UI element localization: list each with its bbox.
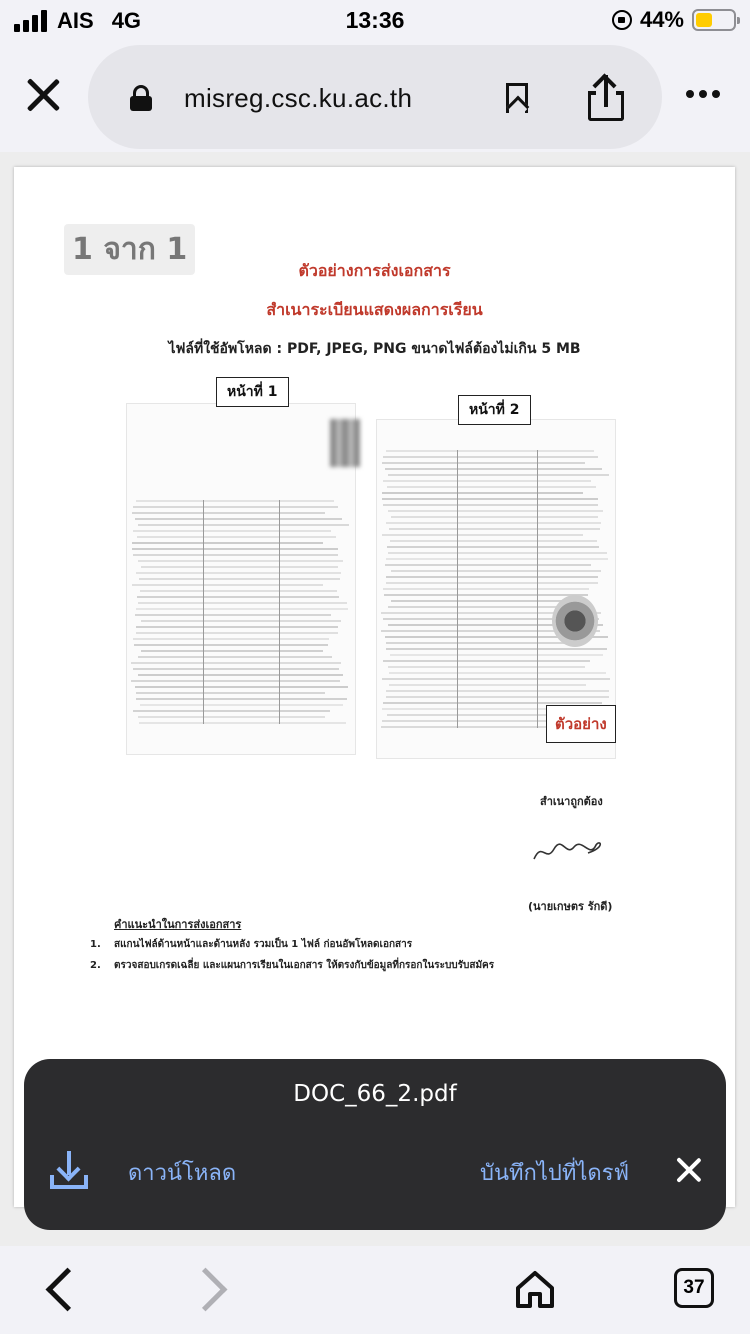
signature [532,835,610,865]
scan-text-line [390,540,597,542]
scan-text-line [136,698,348,700]
scan-text-line [131,680,340,682]
scan-text-line [387,546,599,548]
scan-text-line [138,560,343,562]
scan-text-line [386,576,598,578]
scan-text-line [383,588,588,590]
scan-text-line [141,620,342,622]
scan-text-line [135,686,348,688]
scan-text-line [132,542,323,544]
university-seal [552,595,598,647]
download-sheet [24,1059,726,1230]
tab-switcher-button[interactable]: 37 [674,1268,714,1308]
scan-text-line [141,566,338,568]
scan-text-line [386,522,601,524]
scan-text-line [131,662,341,664]
scan-column-line [203,500,204,724]
scan-text-line [385,468,602,470]
scan-text-line [387,486,597,488]
scan-text-line [133,638,328,640]
scan-text-line [386,582,598,584]
scan-text-line [138,674,343,676]
scan-text-line [383,504,599,506]
scan-text-line [383,456,597,458]
battery-percent: 44% [639,7,684,32]
scan-text-line [141,650,324,652]
status-bar [0,0,750,42]
battery-icon [692,9,736,31]
scan-text-line [386,558,609,560]
page1-label: หน้าที่ 1 [216,377,289,407]
scan-text-line [382,678,611,680]
home-icon[interactable] [514,1268,556,1310]
sample-stamp: ตัวอย่าง [546,705,616,743]
scan-column-line [457,450,458,728]
scan-text-line [138,656,331,658]
scan-text-line [386,450,594,452]
scan-text-line [388,552,607,554]
scan-text-line [388,510,603,512]
forward-icon[interactable] [196,1268,230,1312]
scan-text-line [136,500,334,502]
sample-transcript-page-1 [126,403,356,755]
close-icon[interactable] [24,76,62,114]
download-filename: DOC_66_2.pdf [293,1081,457,1107]
padlock-icon [130,85,152,111]
scan-text-line [140,590,337,592]
scan-text-line [139,578,341,580]
file-requirements: ไฟล์ที่ใช้อัพโหลด : PDF, JPEG, PNG ขนาดไฟล์ต้องไม่เกิน 5 MB [168,341,581,357]
scan-text-line [389,684,585,686]
scan-text-line [133,554,339,556]
pdf-page [14,167,735,1207]
scan-text-line [140,704,343,706]
battery-fill [696,13,712,27]
scan-text-line [135,614,330,616]
blurred-photo [330,419,360,467]
signer-name: (นายเกษตร รักดี) [528,900,613,913]
instruction-item: 1. สแกนไฟล์ด้านหน้าและด้านหลัง รวมเป็น 1 ไฟล์ ก่อนอัพโหลดเอกสาร [90,939,413,950]
scan-text-line [136,626,338,628]
bottom-toolbar [0,1246,750,1334]
scan-text-line [133,710,330,712]
scan-text-line [383,702,602,704]
scan-text-line [386,696,609,698]
scan-text-line [388,474,609,476]
scan-text-line [384,594,588,596]
scan-text-line [385,564,590,566]
scan-text-line [382,498,597,500]
certified-copy-text: สำเนาถูกต้อง [540,795,603,808]
doc-title: ตัวอย่างการส่งเอกสาร [298,261,451,280]
scan-text-line [388,666,585,668]
scan-text-line [139,722,346,724]
scan-text-line [137,596,339,598]
scan-text-line [138,716,325,718]
scan-text-line [383,660,590,662]
network-type: 4G [111,8,142,33]
scan-text-line [386,690,609,692]
scan-text-line [132,512,325,514]
scan-text-line [136,692,325,694]
scan-text-line [389,672,606,674]
scan-text-line [138,524,349,526]
more-icon[interactable] [686,90,720,98]
scan-text-line [134,644,328,646]
close-icon[interactable] [676,1157,702,1183]
scan-text-line [138,602,347,604]
scan-text-line [133,530,330,532]
scan-text-line [382,534,583,536]
download-icon[interactable] [50,1151,88,1189]
scan-text-line [136,608,349,610]
scan-text-line [383,480,590,482]
instructions-title: คำแนะนำในการส่งเอกสาร [114,918,242,931]
carrier-name: AIS [57,8,94,33]
scan-text-line [135,518,342,520]
scan-column-line [279,500,280,724]
orientation-lock-icon [612,10,632,30]
save-to-drive-button[interactable]: บันทึกไปที่ไดรฟ์ [480,1161,630,1186]
doc-subtitle: สำเนาระเบียนแสดงผลการเรียน [266,300,483,319]
scan-text-line [136,572,341,574]
clock: 13:36 [345,7,405,33]
scan-text-line [136,632,338,634]
page-indicator: 1 จาก 1 [64,224,195,275]
url-text[interactable]: misreg.csc.ku.ac.th [184,83,413,113]
download-button[interactable]: ดาวน์โหลด [128,1161,237,1186]
scan-text-line [132,584,323,586]
share-icon[interactable] [586,75,626,123]
status-right [612,7,736,33]
scan-text-line [133,668,339,670]
page2-label: หน้าที่ 2 [458,395,531,425]
scan-text-line [389,528,601,530]
scan-text-line [391,570,602,572]
bookmark-icon[interactable] [506,83,528,113]
address-bar[interactable] [88,45,662,149]
scan-text-line [137,536,337,538]
instruction-item: 2. ตรวจสอบเกรดเฉลี่ย และแผนการเรียนในเอกสาร ให้ตรงกับข้อมูลที่กรอกในระบบรับสมัคร [90,960,495,971]
scan-text-line [382,462,585,464]
browser-toolbar [0,42,750,152]
scan-text-line [382,492,583,494]
scan-text-line [391,600,584,602]
scan-column-line [537,450,538,728]
scan-text-line [390,654,603,656]
scan-text-line [386,642,585,644]
scan-text-line [133,506,337,508]
scan-text-line [391,516,598,518]
back-icon[interactable] [40,1268,74,1312]
scan-text-line [132,548,337,550]
scan-text-line [386,648,608,650]
